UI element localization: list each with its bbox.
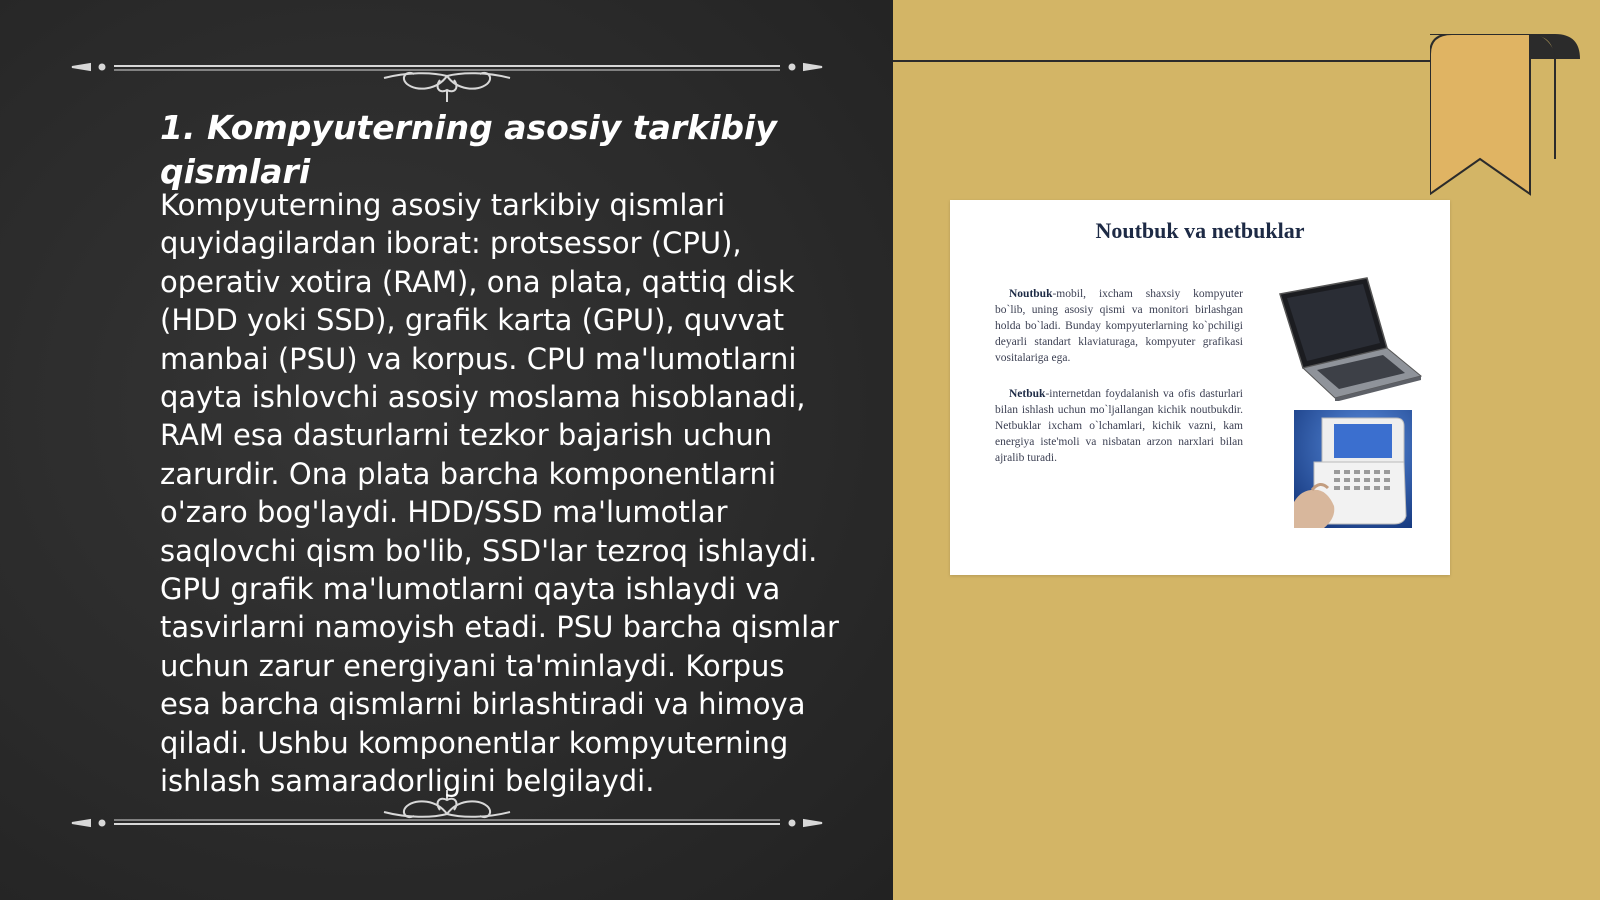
document-paragraph-noutbuk [995,286,1243,366]
document-paragraph-netbuk [995,386,1243,466]
slide-title: 1. Kompyuterning asosiy tarkibiy qismlari [160,108,777,191]
laptop-image [1275,276,1425,401]
ornament-top-icon [62,50,832,110]
slide-body-text: Kompyuterning asosiy tarkibiy qismlari quyidagilardan iborat: protsessor (CPU), operativ xotira (RAM), ona plata, qattiq disk (HDD yoki SSD), grafik karta (GPU), quvvat manbai (PSU) va korpus. CPU ma'lumotlarni qayta ishlovchi asosiy moslama hisoblanadi, RAM esa dasturlarni tezkor bajarish uchun zarurdir. Ona plata barcha komponentlarni o'zaro bog'laydi. HDD/SSD ma'lumotlar saqlovchi qism bo'lib, SSD'lar tezroq ishlaydi. GPU grafik ma'lumotlarni qayta ishlaydi va tasvirlarni namoyish etadi. PSU barcha qismlar uchun zarur energiyani ta'minlaydi. Korpus esa barcha qismlarni birlashtiradi va himoya qiladi. Ushbu komponentlar kompyuterning ishlash samaradorligini belgilaydi. [160,188,839,799]
netbook-image [1294,410,1412,528]
header-divider [893,60,1433,62]
bookmark-icon [1430,34,1600,204]
document-term: Noutbuk [1009,288,1053,300]
document-paragraph-text: -mobil, ixcham shaxsiy kompyuter bo`lib, uning asosiy qismi va monitori birlashgan holda bo`ladi. Bunday kompyuterlarning ko`pchiligi deyarli standart klaviaturaga, kompyuter grafikasi vositalariga ega. [995,288,1243,364]
document-term: Netbuk [1009,388,1046,400]
document-image [950,200,1450,575]
document-paragraph-text: -internetdan foydalanish va ofis dasturlari bilan ishlash uchun mo`ljallangan kichik noutbukdir. Netbuklar ixcham o`lchamlari, kichik vazni, kam energiya iste'moli va nisbatan arzon narxlari bilan ajralib turadi. [995,388,1243,464]
document-title: Noutbuk va netbuklar [1095,218,1305,243]
